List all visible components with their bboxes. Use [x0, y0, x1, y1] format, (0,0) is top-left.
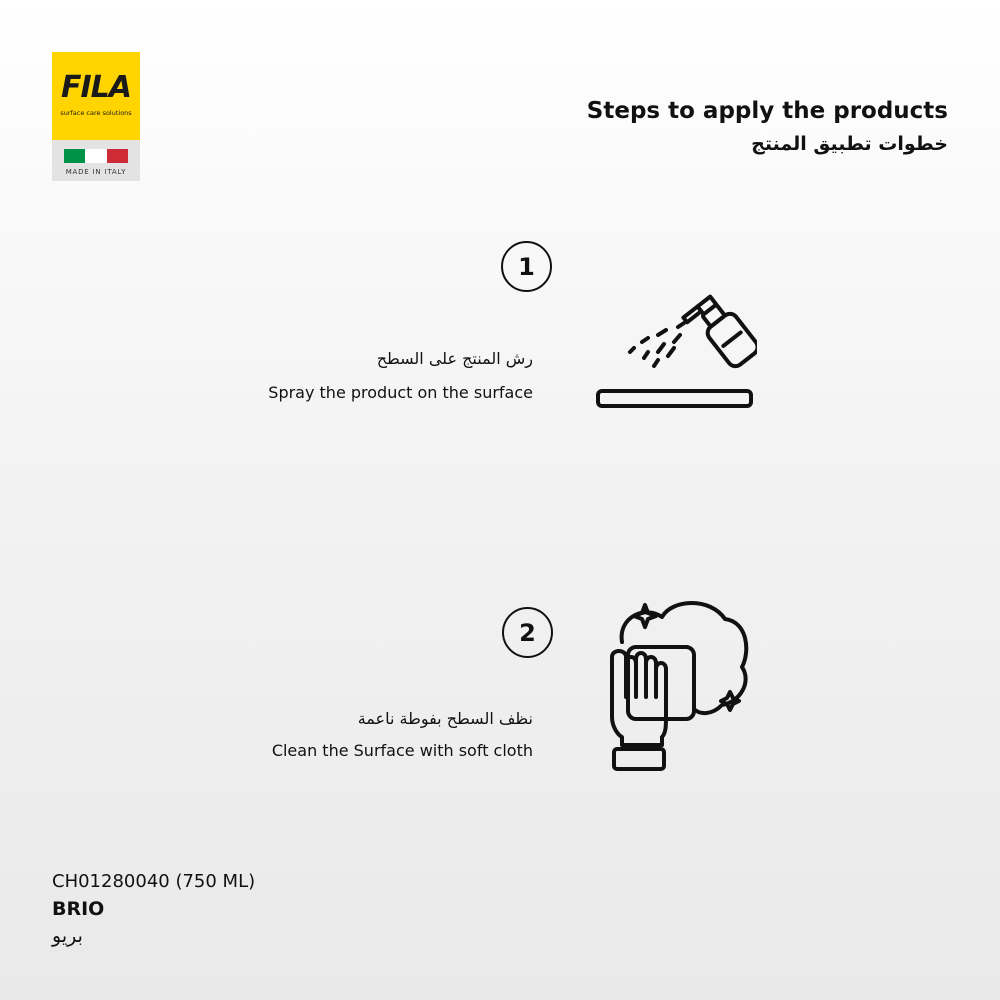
made-in-italy-badge [52, 140, 140, 181]
page-title: Steps to apply the products [586, 98, 948, 124]
product-name-arabic: بريو [52, 925, 83, 947]
logo-tagline: surface care solutions [60, 109, 132, 117]
italy-flag-icon [64, 149, 128, 163]
page-title-arabic: خطوات تطبيق المنتج [751, 133, 948, 155]
step-2-text: Clean the Surface with soft cloth [271, 741, 533, 760]
step-1-text: Spray the product on the surface [268, 383, 533, 402]
spray-bottle-icon [592, 288, 757, 413]
made-in-italy-label: MADE IN ITALY [65, 168, 127, 176]
product-name: BRIO [52, 898, 105, 920]
hand-cloth-icon [600, 597, 755, 777]
logo-wordmark: FILA [61, 70, 131, 105]
product-code: CH01280040 (750 ML) [52, 871, 256, 892]
brand-logo [52, 52, 140, 181]
step-1-text-arabic: رش المنتج على السطح [376, 349, 533, 368]
step-1-number: 1 [501, 241, 552, 292]
step-2-number: 2 [502, 607, 553, 658]
step-2-text-arabic: نظف السطح بفوطة ناعمة [357, 709, 533, 728]
